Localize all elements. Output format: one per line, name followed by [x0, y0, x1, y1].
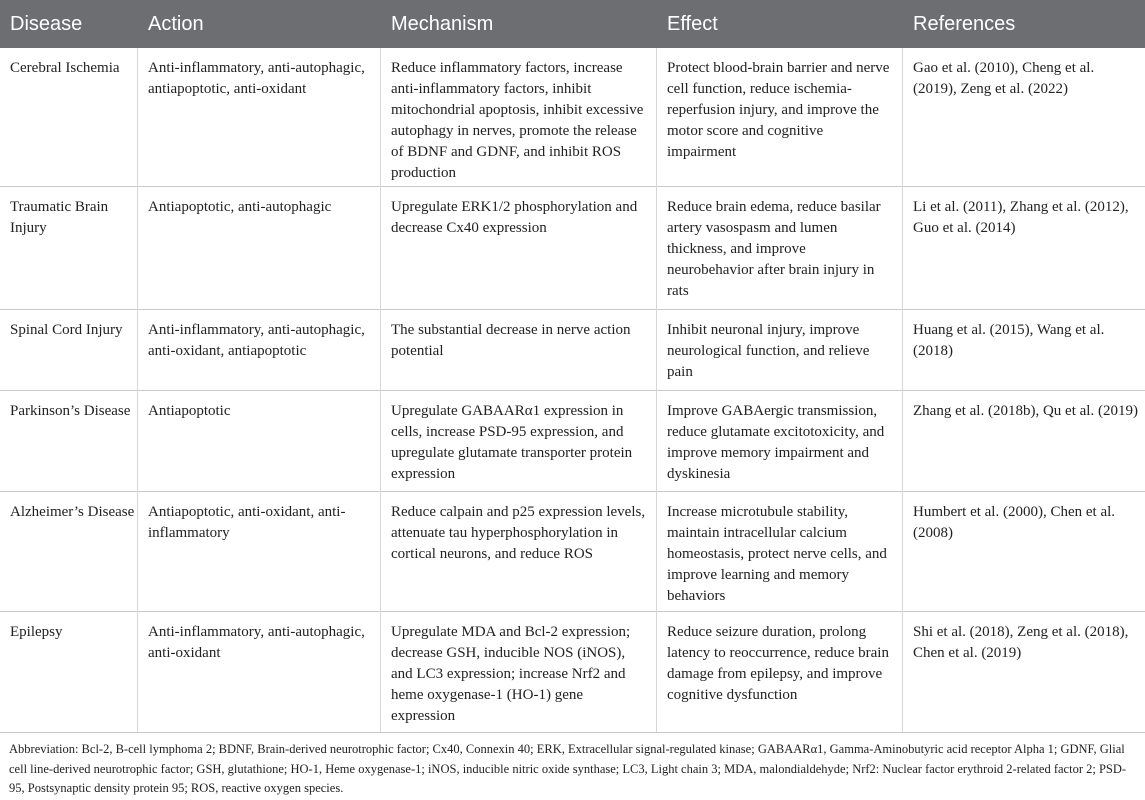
cell-disease: Alzheimer’s Disease	[10, 504, 135, 520]
table-row	[0, 612, 1145, 733]
cell-references: Zhang et al. (2018b), Qu et al. (2019)	[913, 403, 1138, 419]
cell-effect: Protect blood-brain barrier and nerve cell function, reduce ischemia-reperfusion injury, and improve the motor score and cognitive impairment	[667, 60, 890, 160]
cell-references: Humbert et al. (2000), Chen et al. (2008)	[913, 504, 1116, 541]
cell-references: Huang et al. (2015), Wang et al. (2018)	[913, 322, 1105, 359]
column-divider	[902, 48, 903, 732]
cell-action: Antiapoptotic, anti-oxidant, anti-inflammatory	[148, 504, 346, 541]
column-divider	[656, 48, 657, 732]
cell-references: Gao et al. (2010), Cheng et al. (2019), Zeng et al. (2022)	[913, 60, 1095, 97]
cell-mechanism: Reduce calpain and p25 expression levels, attenuate tau hyperphosphorylation in cortical neurons, and reduce ROS	[391, 504, 646, 562]
column-divider	[380, 48, 381, 732]
cell-effect: Reduce seizure duration, prolong latency to reoccurrence, reduce brain damage from epilepsy, and improve cognitive dysfunction	[667, 624, 889, 703]
cell-action: Anti-inflammatory, anti-autophagic, antiapoptotic, anti-oxidant	[148, 60, 365, 97]
cell-disease: Traumatic Brain Injury	[10, 199, 109, 236]
table-row	[0, 310, 1145, 391]
header-action: Action	[148, 13, 204, 35]
cell-action: Antiapoptotic	[148, 403, 231, 419]
cell-action: Anti-inflammatory, anti-autophagic, anti-oxidant	[148, 624, 365, 661]
abbreviation-footnote: Abbreviation: Bcl-2, B-cell lymphoma 2; BDNF, Brain-derived neurotrophic factor; Cx40, Connexin 40; ERK, Extracellular signal-regulated kinase; GABAARα1, Gamma-Aminobutyric acid receptor Alpha 1; GDNF, Glial cell line-derived neurotrophic factor; GSH, glutathione; HO-1, Heme oxygenase-1; iNOS, inducible nitric oxide synthase; LC3, Light chain 3; MDA, malondialdehyde; Nrf2: Nuclear factor erythroid 2-related factor 2; PSD-95, Postsynaptic density protein 95; ROS, reactive oxygen species.	[9, 742, 1127, 795]
cell-mechanism: Reduce inflammatory factors, increase anti-inflammatory factors, inhibit mitochondrial apoptosis, inhibit excessive autophagy in nerves, promote the release of BDNF and GDNF, and inhibit ROS production	[391, 60, 644, 181]
cell-disease: Spinal Cord Injury	[10, 322, 123, 338]
cell-action: Anti-inflammatory, anti-autophagic, anti-oxidant, antiapoptotic	[148, 322, 365, 359]
cell-references: Li et al. (2011), Zhang et al. (2012), Guo et al. (2014)	[913, 199, 1129, 236]
cell-effect: Inhibit neuronal injury, improve neurological function, and relieve pain	[667, 322, 870, 380]
cell-action: Antiapoptotic, anti-autophagic	[148, 199, 332, 215]
cell-references: Shi et al. (2018), Zeng et al. (2018), Chen et al. (2019)	[913, 624, 1129, 661]
cell-disease: Cerebral Ischemia	[10, 60, 120, 76]
cell-effect: Improve GABAergic transmission, reduce glutamate excitotoxicity, and improve memory impairment and dyskinesia	[667, 403, 885, 482]
header-references: References	[913, 13, 1016, 35]
header-effect: Effect	[667, 13, 718, 35]
table-row	[0, 391, 1145, 492]
column-divider	[137, 48, 138, 732]
cell-effect: Increase microtubule stability, maintain intracellular calcium homeostasis, protect nerve cells, and improve learning and memory behaviors	[667, 504, 887, 604]
header-mechanism: Mechanism	[391, 13, 494, 35]
header-disease: Disease	[10, 13, 83, 35]
cell-mechanism: The substantial decrease in nerve action potential	[391, 322, 631, 359]
cell-disease: Parkinson’s Disease	[10, 403, 131, 419]
table-row	[0, 492, 1145, 612]
cell-mechanism: Upregulate GABAARα1 expression in cells, increase PSD-95 expression, and upregulate glutamate transporter protein expression	[391, 403, 633, 482]
table-row	[0, 48, 1145, 187]
cell-mechanism: Upregulate ERK1/2 phosphorylation and decrease Cx40 expression	[391, 199, 638, 236]
cell-mechanism: Upregulate MDA and Bcl-2 expression; decrease GSH, inducible NOS (iNOS), and LC3 expression; increase Nrf2 and heme oxygenase-1 (HO-1) gene expression	[391, 624, 631, 724]
cell-effect: Reduce brain edema, reduce basilar artery vasospasm and lumen thickness, and improve neurobehavior after brain injury in rats	[667, 199, 881, 299]
table-header	[0, 0, 1145, 48]
table-row	[0, 187, 1145, 310]
cell-disease: Epilepsy	[10, 624, 63, 640]
